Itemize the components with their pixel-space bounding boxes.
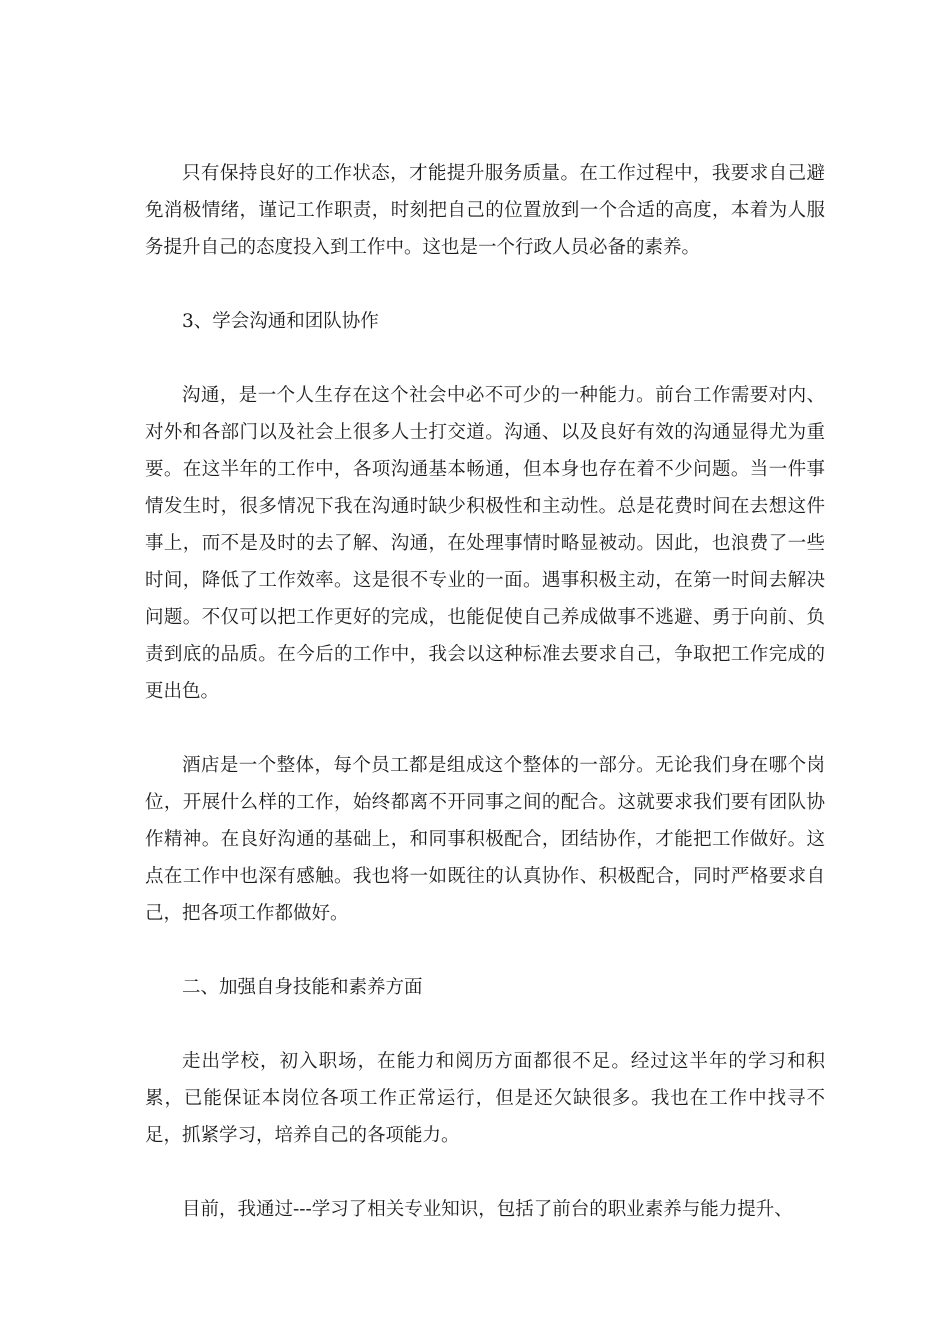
section-heading-skills: 二、加强自身技能和素养方面 bbox=[182, 977, 423, 998]
paragraph-skills: 走出学校，初入职场，在能力和阅历方面都很不足。经过这半年的学习和积累，已能保证本岗位各项工作正常运行，但是还欠缺很多。我也在工作中找寻不足，抓紧学习，培养自己的各项能力。 bbox=[145, 1051, 825, 1146]
document-body bbox=[145, 155, 825, 1265]
paragraph-work-attitude: 只有保持良好的工作状态，才能提升服务质量。在工作过程中，我要求自己避免消极情绪，谨记工作职责，时刻把自己的位置放到一个合适的高度，本着为人服务提升自己的态度投入到工作中。这也是一个行政人员必备的素养。 bbox=[145, 163, 825, 258]
section-heading-communication: 3、学会沟通和团队协作 bbox=[182, 311, 379, 332]
paragraph-communication: 沟通，是一个人生存在这个社会中必不可少的一种能力。前台工作需要对内、对外和各部门以及社会上很多人士打交道。沟通、以及良好有效的沟通显得尤为重要。在这半年的工作中，各项沟通基本畅通，但本身也存在着不少问题。当一件事情发生时，很多情况下我在沟通时缺少积极性和主动性。总是花费时间在去想这件事上，而不是及时的去了解、沟通，在处理事情时略显被动。因此，也浪费了一些时间，降低了工作效率。这是很不专业的一面。遇事积极主动，在第一时间去解决问题。不仅可以把工作更好的完成，也能促使自己养成做事不逃避、勇于向前、负责到底的品质。在今后的工作中，我会以这种标准去要求自己，争取把工作完成的更出色。 bbox=[145, 385, 825, 702]
paragraph-teamwork: 酒店是一个整体，每个员工都是组成这个整体的一部分。无论我们身在哪个岗位，开展什么样的工作，始终都离不开同事之间的配合。这就要求我们要有团队协作精神。在良好沟通的基础上，和同事积极配合，团结协作，才能把工作做好。这点在工作中也深有感触。我也将一如既往的认真协作、积极配合，同时严格要求自己，把各项工作都做好。 bbox=[145, 755, 825, 924]
paragraph-learning: 目前，我通过---学习了相关专业知识，包括了前台的职业素养与能力提升、 bbox=[182, 1199, 793, 1220]
